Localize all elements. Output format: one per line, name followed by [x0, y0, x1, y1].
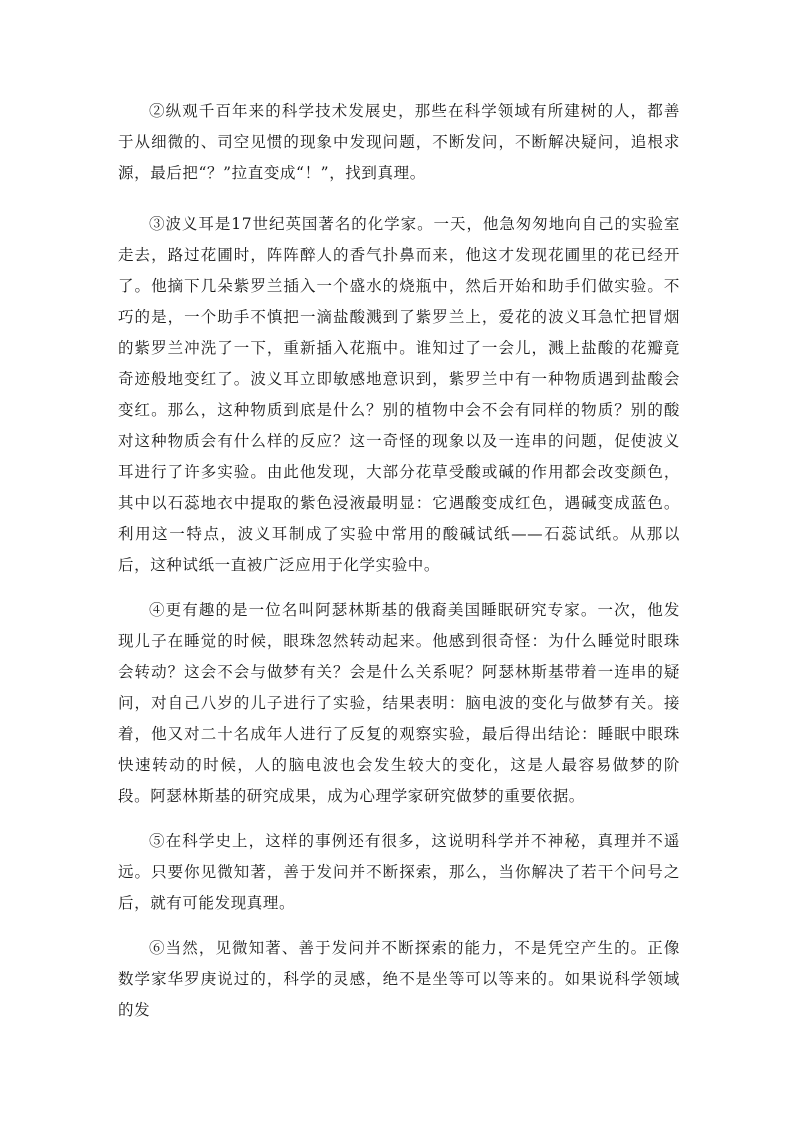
paragraph-6: ⑥当然，见微知著、善于发问并不断探索的能力，不是凭空产生的。正像数学家华罗庚说过的，科学的灵感，绝不是坐等可以等来的。如果说科学领域的发: [118, 939, 680, 1019]
paragraph-5: ⑤在科学史上，这样的事例还有很多，这说明科学并不神秘，真理并不遥远。只要你见微知著，善于发问并不断探索，那么，当你解决了若干个问号之后，就有可能发现真理。: [118, 832, 680, 912]
paragraph-3: ③波义耳是17世纪英国著名的化学家。一天，他急匆匆地向自己的实验室走去，路过花圃时，阵阵醉人的香气扑鼻而来，他这才发现花圃里的花已经开了。他摘下几朵紫罗兰插入一个盛水的烧瓶中，然后开始和助手们做实验。不巧的是，一个助手不慎把一滴盐酸溅到了紫罗兰上，爱花的波义耳急忙把冒烟的紫罗兰冲洗了一下，重新插入花瓶中。谁知过了一会儿，溅上盐酸的花瓣竟奇迹般地变红了。波义耳立即敏感地意识到，紫罗兰中有一种物质遇到盐酸会变红。那么，这种物质到底是什么？别的植物中会不会有同样的物质？别的酸对这种物质会有什么样的反应？这一奇怪的现象以及一连串的问题，促使波义耳进行了许多实验。由此他发现，大部分花草受酸或碱的作用都会改变颜色，其中以石蕊地衣中提取的紫色浸液最明显：它遇酸变成红色，遇碱变成蓝色。利用这一特点，波义耳制成了实验中常用的酸碱试纸——石蕊试纸。从那以后，这种试纸一直被广泛应用于化学实验中。: [118, 215, 680, 574]
paragraph-4: ④更有趣的是一位名叫阿瑟林斯基的俄裔美国睡眠研究专家。一次，他发现儿子在睡觉的时候，眼珠忽然转动起来。他感到很奇怪：为什么睡觉时眼珠会转动？这会不会与做梦有关？会是什么关系呢？阿瑟林斯基带着一连串的疑问，对自己八岁的儿子进行了实验，结果表明：脑电波的变化与做梦有关。接着，他又对二十名成年人进行了反复的观察实验，最后得出结论：睡眠中眼珠快速转动的时候，人的脑电波也会发生较大的变化，这是人最容易做梦的阶段。阿瑟林斯基的研究成果，成为心理学家研究做梦的重要依据。: [118, 601, 680, 805]
paragraph-2: ②纵观千百年来的科学技术发展史，那些在科学领域有所建树的人，都善于从细微的、司空见惯的现象中发现问题，不断发问，不断解决疑问，追根求源，最后把“？”拉直变成“！”，找到真理。: [118, 102, 680, 182]
document-page: [118, 96, 680, 1026]
